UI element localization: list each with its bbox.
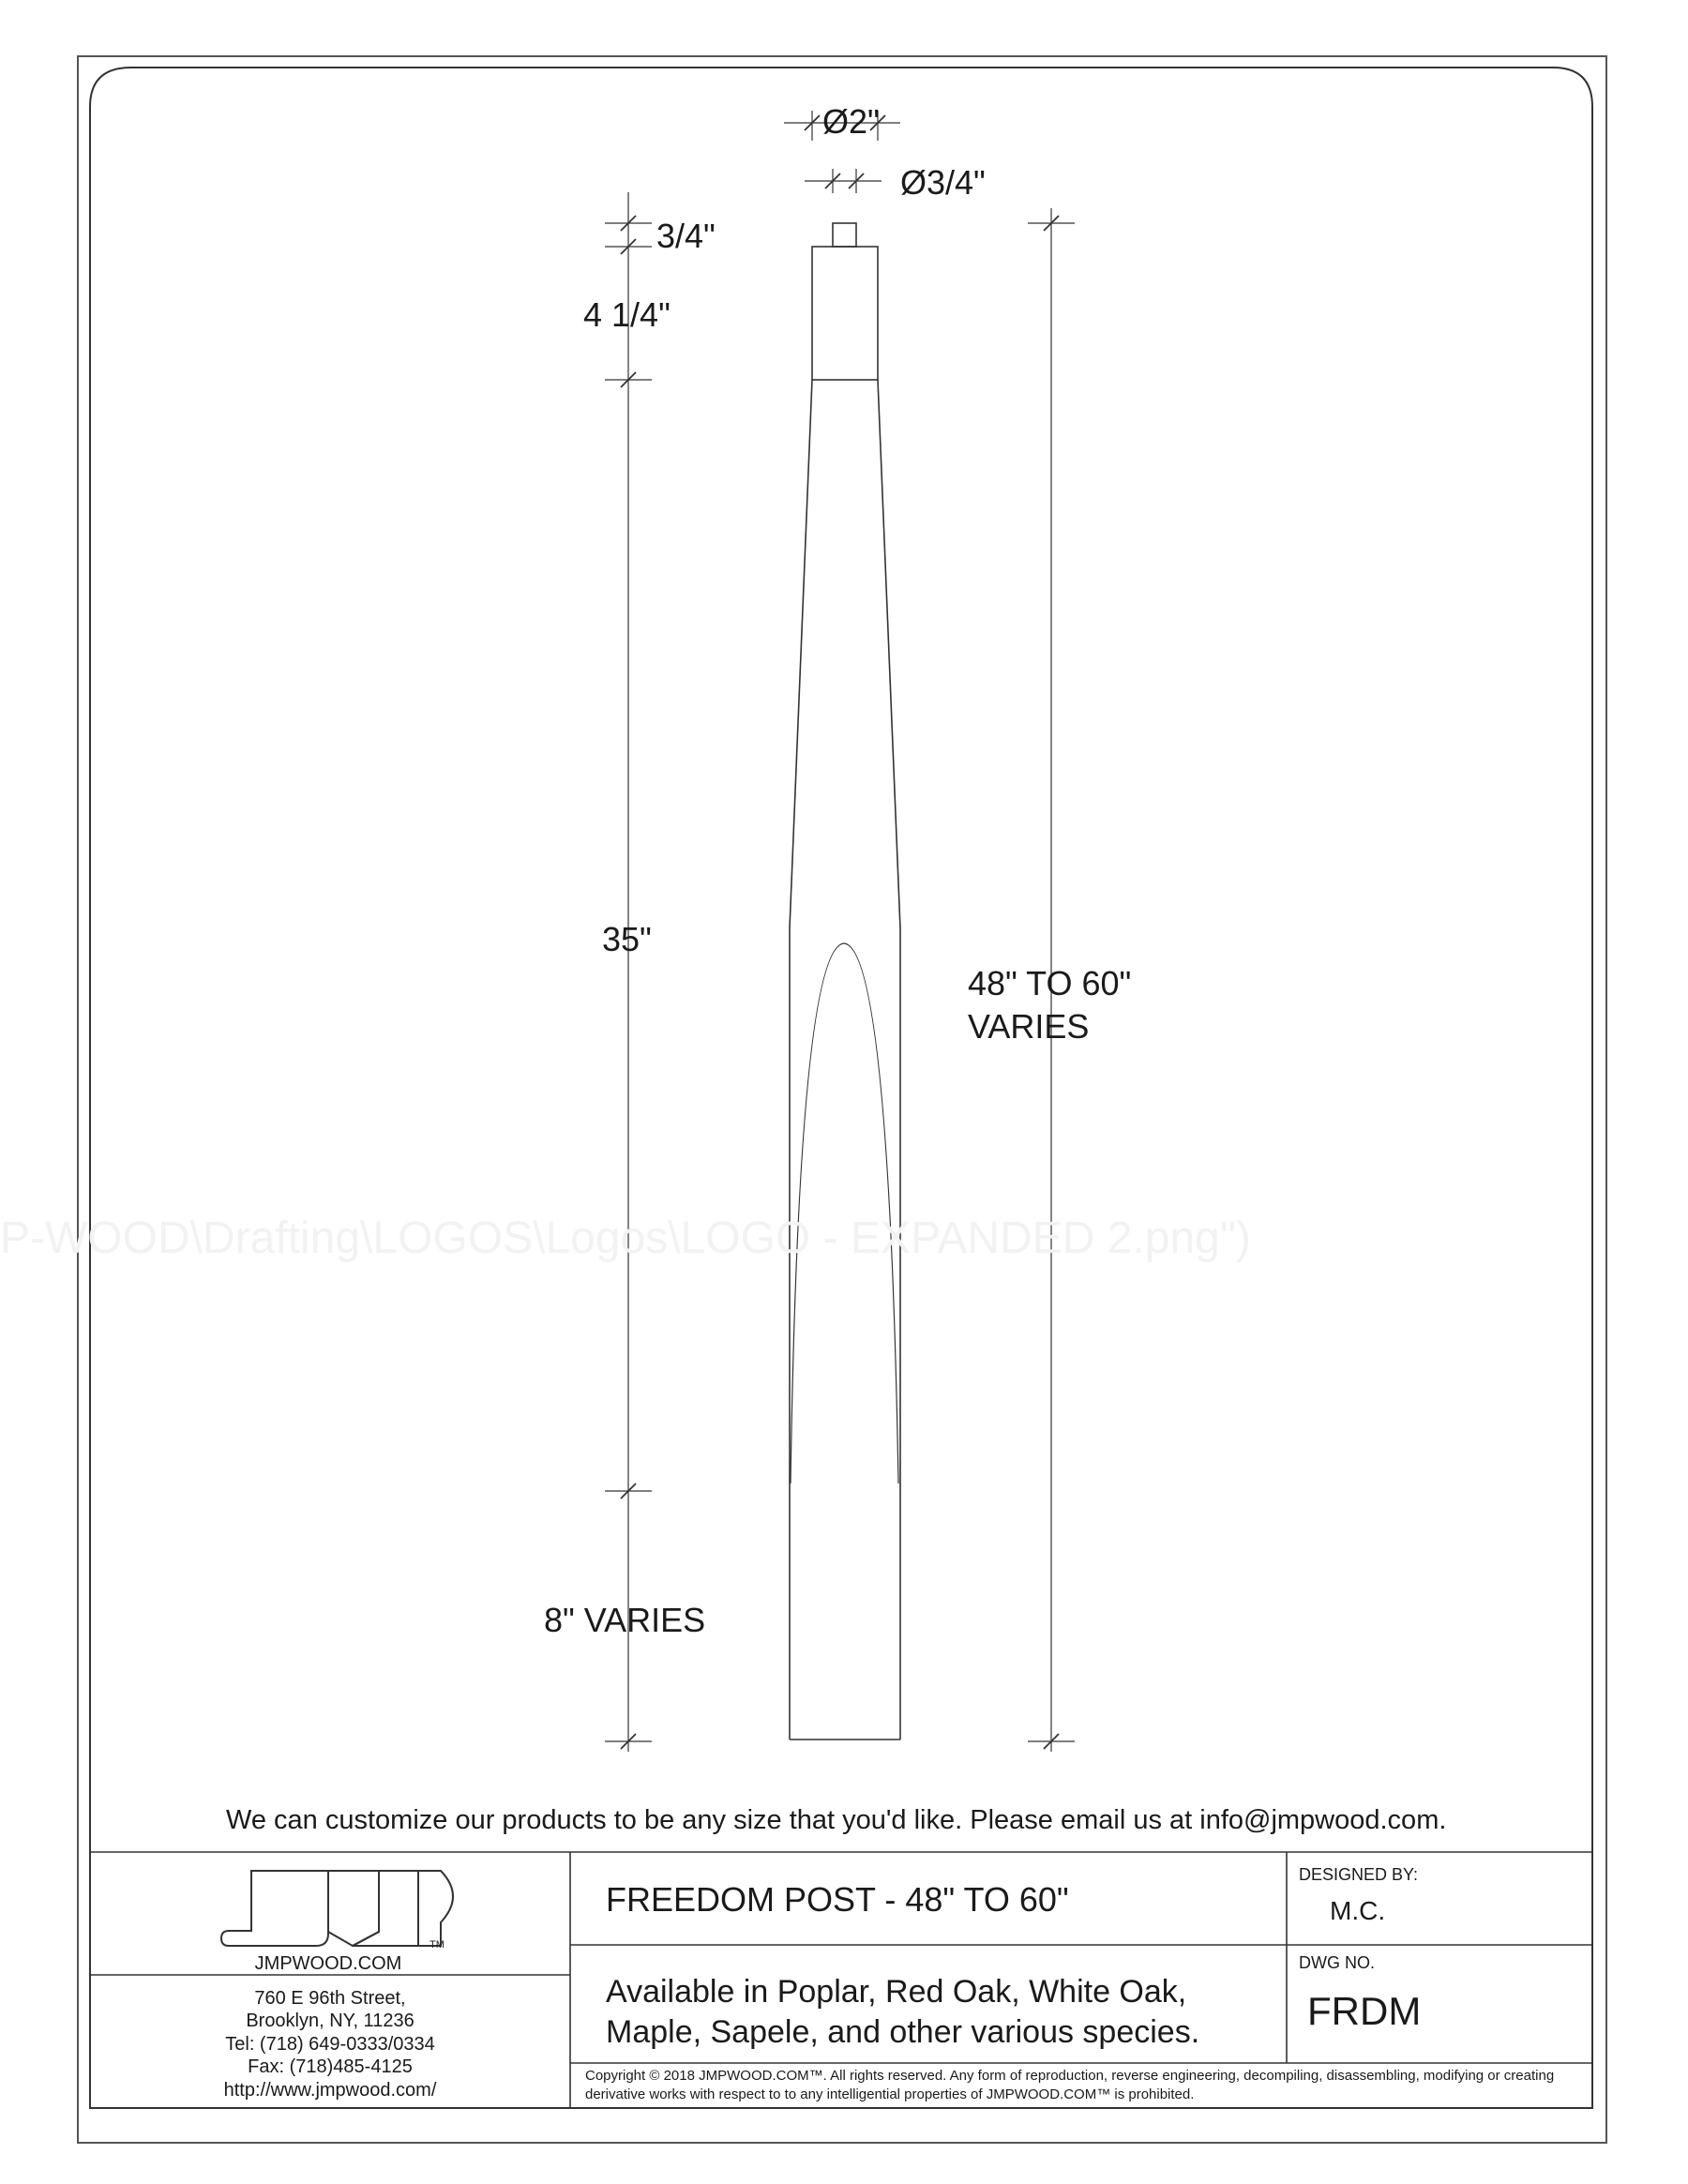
post-pin xyxy=(833,223,856,247)
address-line: 760 E 96th Street, xyxy=(254,1988,406,2009)
availability-line: Available in Poplar, Red Oak, White Oak, xyxy=(606,1974,1187,2010)
post-shaft-left xyxy=(790,380,812,1496)
dim-pin-height: 3/4" xyxy=(656,217,716,255)
dim-pin-diameter: Ø3/4" xyxy=(900,163,986,202)
dim-overall-length-2: VARIES xyxy=(968,1007,1090,1046)
address-line: Brooklyn, NY, 11236 xyxy=(246,2011,414,2032)
post-shaft-right xyxy=(878,380,900,1496)
logo-letter-m xyxy=(328,1871,379,1946)
post-outline xyxy=(790,223,900,1740)
logo-letter-m-right xyxy=(353,1871,418,1946)
copyright-notice: Copyright © 2018 JMPWOOD.COM™. All rights reserved. Any form of reproduction, reverse engineering, decompiling, disassembling, modifying or creating derivative works with respect to to any intelligential properties of JMPWOOD.COM™ is prohibited. xyxy=(585,2068,1555,2102)
dim-shaft-length: 35" xyxy=(602,920,652,958)
address-line: Tel: (718) 649-0333/0334 xyxy=(225,2033,435,2055)
logo-letter-p xyxy=(418,1871,453,1946)
pin-diameter-dimension xyxy=(805,169,882,193)
dwg-no-value: FRDM xyxy=(1307,1989,1422,2033)
dim-top-diameter: Ø2" xyxy=(822,102,880,141)
logo-tm: TM xyxy=(430,1939,445,1951)
company-site: JMPWOOD.COM xyxy=(254,1953,402,1974)
designed-by-label: DESIGNED BY: xyxy=(1299,1865,1419,1884)
left-dimension-line xyxy=(605,192,652,1752)
post-top-block xyxy=(812,247,878,380)
dim-base-length: 8" VARIES xyxy=(544,1601,706,1639)
availability-line: Maple, Sapele, and other various species. xyxy=(606,2013,1200,2050)
address-line[interactable]: http://www.jmpwood.com/ xyxy=(223,2079,437,2101)
dwg-no-label: DWG NO. xyxy=(1299,1953,1375,1972)
address-line: Fax: (718)485-4125 xyxy=(248,2056,413,2078)
watermark-text: P-WOOD\Drafting\LOGOS\Logos\LOGO - EXPANDED 2.png") xyxy=(0,1213,1251,1263)
dim-overall-length-1: 48" TO 60" xyxy=(968,964,1132,1002)
company-address xyxy=(90,1987,570,2101)
inner-border xyxy=(90,68,1592,2108)
availability xyxy=(606,1972,1281,2052)
product-title: FREEDOM POST - 48" TO 60" xyxy=(606,1880,1069,1919)
designed-by-value: M.C. xyxy=(1330,1896,1386,1925)
customization-notice: We can customize our products to be any size that you'd like. Please email us at info@jmpwood.com. xyxy=(226,1805,1447,1835)
jmp-logo xyxy=(221,1871,453,1946)
dim-top-block: 4 1/4" xyxy=(583,295,671,334)
logo-letter-j xyxy=(221,1871,328,1946)
